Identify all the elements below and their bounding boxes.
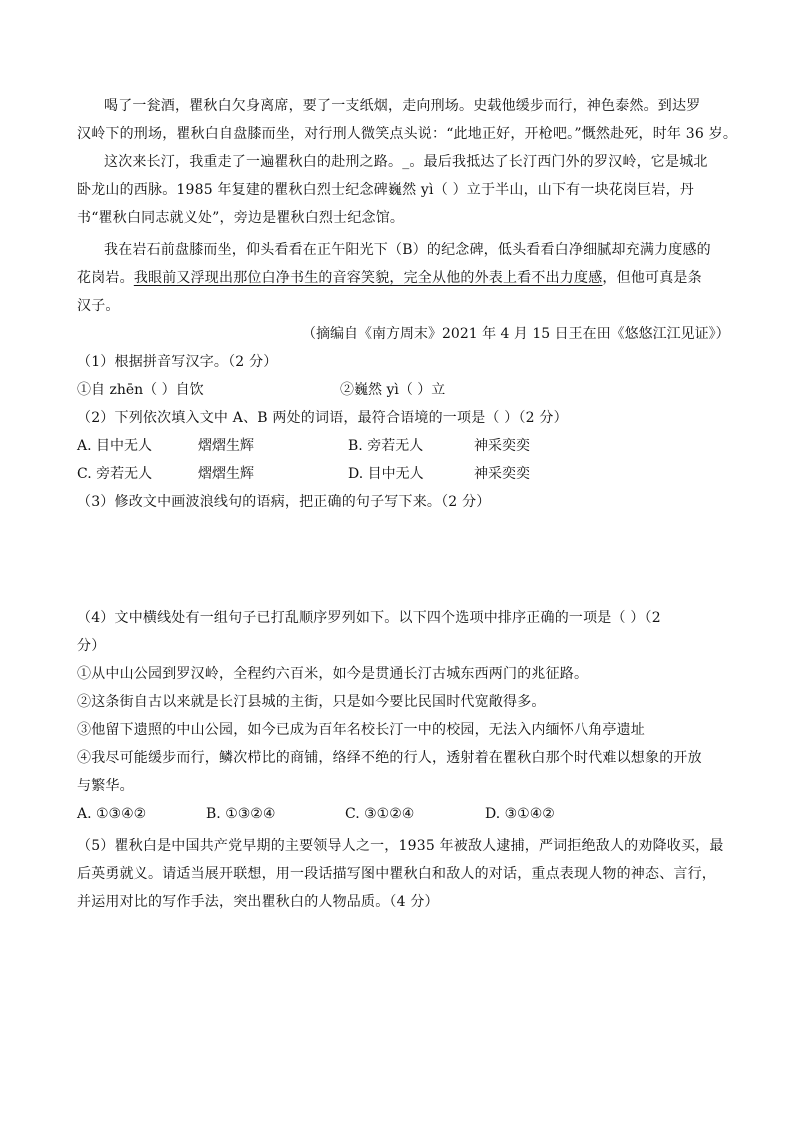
q5-line2: 后英勇就义。请适当展开联想，用一段话描写图中瞿秋白和敌人的对话，重点表现人物的神态、言行， (77, 866, 716, 882)
passage-p3-line1: 我在岩石前盘膝而坐，仰头看看在正午阳光下（B）的纪念碑，低头看看白净细腻却充满力度感的 (104, 242, 711, 258)
passage-p1-line1: 喝了一瓮酒，瞿秋白欠身离席，要了一支纸烟，走向刑场。史载他缓步而行，神色泰然。到达罗 (104, 98, 701, 114)
q2-option-a-word: 熠熠生辉 (198, 438, 254, 454)
passage-p2-line3: 书“瞿秋白同志就义处”，旁边是瞿秋白烈士纪念馆。 (77, 210, 405, 226)
q2-option-d-label: D. 目中无人 (348, 466, 424, 482)
passage-p3-line2-pre: 花岗岩。 (77, 270, 134, 286)
q1-part-b: ②巍然 yì（ ）立 (340, 382, 446, 398)
q4-option-d: D. ③①④② (485, 806, 555, 822)
q4-sentence-1: ①从中山公园到罗汉岭，全程约六百米，如今是贯通长汀古城东西两门的兆征路。 (77, 666, 589, 682)
q2-option-c-label: C. 旁若无人 (77, 466, 153, 482)
q4-sentence-4-line2: 与繁华。 (77, 778, 134, 794)
passage-p3-line2 (77, 269, 727, 287)
q4-sentence-2: ②这条街自古以来就是长汀县城的主街，只是如今要比民国时代宽敞得多。 (77, 694, 546, 710)
q4-sentence-4-line1: ④我尽可能缓步而行，鳞次栉比的商铺，络绎不绝的行人，透射着在瞿秋白那个时代难以想象的开放 (77, 750, 702, 766)
q4-sentence-3: ③他留下遗照的中山公园，如今已成为百年名校长汀一中的校园，无法入内缅怀八角亭遗址 (77, 722, 645, 738)
source-citation: （摘编自《南方周末》2021 年 4 月 15 日王在田《悠悠江江见证》） (302, 326, 730, 342)
q1-part-a: ①自 zhēn（ ）自饮 (77, 382, 204, 398)
q1-stem: （1）根据拼音写汉字。（2 分） (77, 354, 278, 370)
q2-option-b-label: B. 旁若无人 (348, 438, 424, 454)
q5-line3: 并运用对比的写作手法，突出瞿秋白的人物品质。（4 分） (77, 894, 439, 910)
q4-option-b: B. ①③②④ (206, 806, 276, 822)
q3-stem: （3）修改文中画波浪线句的语病，把正确的句子写下来。（2 分） (77, 494, 491, 510)
q4-option-a: A. ①③④② (77, 806, 147, 822)
wavy-underlined-sentence: 我眼前又浮现出那位白净书生的音容笑貌，完全从他的外表上看不出力度感 (133, 270, 603, 286)
passage-p3-line2-post: ，但他可真是条 (602, 270, 702, 286)
q4-stem-line2: 分） (77, 638, 106, 654)
q4-stem-line1: （4）文中横线处有一组句子已打乱顺序罗列如下。以下四个选项中排序正确的一项是（ ）（2 (77, 610, 661, 626)
q2-option-b-word: 神采奕奕 (474, 438, 530, 454)
passage-p2-line1: 这次来长汀，我重走了一遍瞿秋白的赴刑之路。_。最后我抵达了长汀西门外的罗汉岭，它是城北 (104, 154, 708, 170)
passage-p3-line3: 汉子。 (77, 298, 120, 314)
q2-option-c-word: 熠熠生辉 (198, 466, 254, 482)
q5-line1: （5）瞿秋白是中国共产党早期的主要领导人之一，1935 年被敌人逮捕，严词拒绝敌人的劝降收买，最 (77, 838, 724, 854)
passage-p1-line2: 汉岭下的刑场，瞿秋白自盘膝而坐，对行刑人微笑点头说：“此地正好，开枪吧。”慨然赴死，时年 36 岁。 (77, 126, 738, 142)
q2-stem: （2）下列依次填入文中 A、B 两处的词语，最符合语境的一项是（ ）（2 分） (77, 410, 568, 426)
q2-option-d-word: 神采奕奕 (474, 466, 530, 482)
passage-p2-line2: 卧龙山的西脉。1985 年复建的瞿秋白烈士纪念碑巍然 yì（ ）立于半山，山下有一块花岗巨岩，丹 (77, 182, 694, 198)
q2-option-a-label: A. 目中无人 (77, 438, 153, 454)
q4-option-c: C. ③①②④ (345, 806, 415, 822)
